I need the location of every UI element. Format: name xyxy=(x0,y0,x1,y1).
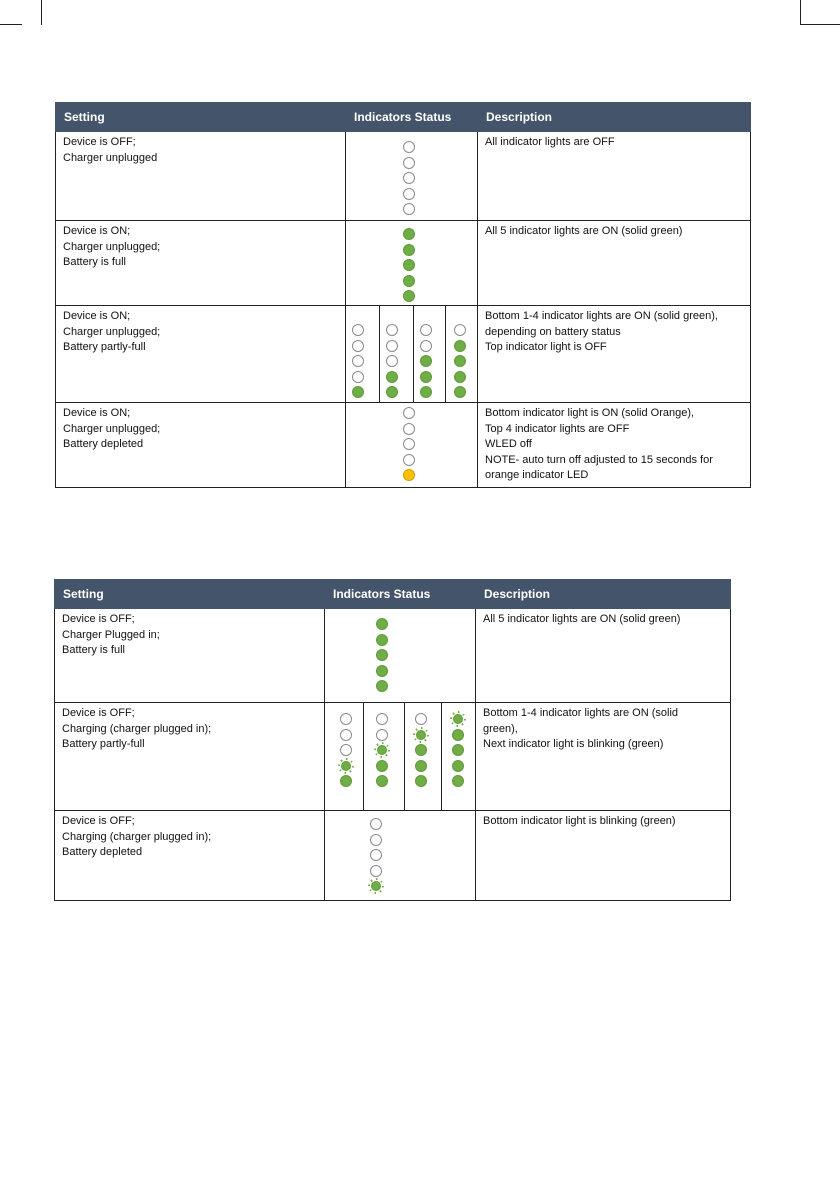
description-line: Top indicator light is OFF xyxy=(485,341,607,353)
setting-line: Charger unplugged; xyxy=(63,240,161,253)
description-line: WLED off xyxy=(485,438,532,450)
indicator-led-off-icon xyxy=(352,340,364,352)
setting-cell xyxy=(56,403,346,488)
indicator-led-on-icon xyxy=(454,386,466,398)
header-setting: Setting xyxy=(55,580,325,609)
indicator-led-on-icon xyxy=(386,371,398,383)
indicator-led-blink-icon xyxy=(371,881,381,891)
description-cell xyxy=(476,811,731,901)
indicator-column-divider xyxy=(445,306,446,402)
table-row xyxy=(56,306,751,403)
indicator-led-on-icon xyxy=(420,386,432,398)
indicator-led-on-icon xyxy=(376,680,388,692)
indicator-led-off-icon xyxy=(403,188,415,200)
setting-line: Battery partly-full xyxy=(63,341,146,353)
indicator-led-off-icon xyxy=(403,172,415,184)
indicator-led-off-icon xyxy=(370,865,382,877)
indicator-led-off-icon xyxy=(370,834,382,846)
indicator-led-on-icon xyxy=(376,634,388,646)
setting-line: Charger unplugged; xyxy=(63,422,161,435)
indicator-led-on-icon xyxy=(415,775,427,787)
header-description: Description xyxy=(476,580,731,609)
setting-line: Battery is full xyxy=(63,256,126,268)
indicator-led-off-icon xyxy=(403,407,415,419)
indicator-led-on-icon xyxy=(454,371,466,383)
setting-cell xyxy=(56,306,346,403)
crop-mark-top-left xyxy=(21,0,42,25)
setting-line: Charger unplugged xyxy=(63,151,158,164)
indicator-led-off-icon xyxy=(386,355,398,367)
indicator-led-blink-icon xyxy=(377,745,387,755)
indicator-led-on-icon xyxy=(376,665,388,677)
indicator-led-on-icon xyxy=(420,371,432,383)
description-line: Bottom indicator light is blinking (green) xyxy=(483,815,676,827)
table-row xyxy=(55,811,731,901)
setting-cell xyxy=(55,811,325,901)
indicator-led-on-icon xyxy=(452,729,464,741)
indicators-cell xyxy=(325,811,476,901)
crop-mark-top-right-h xyxy=(800,24,840,25)
indicator-led-off-icon xyxy=(370,818,382,830)
indicator-column-divider xyxy=(363,703,364,810)
indicator-led-on-icon xyxy=(403,228,415,240)
indicator-led-off-icon xyxy=(352,355,364,367)
description-cell xyxy=(478,403,751,488)
description-line: All indicator lights are OFF xyxy=(485,136,615,148)
indicators-cell xyxy=(346,403,478,488)
indicator-led-on-icon xyxy=(376,775,388,787)
indicator-table-device xyxy=(55,102,751,488)
indicator-led-off-icon xyxy=(403,157,415,169)
indicator-led-on-icon xyxy=(386,386,398,398)
indicator-led-on-icon xyxy=(452,775,464,787)
setting-line: Device is OFF; xyxy=(62,815,135,827)
indicator-table-charging xyxy=(54,579,731,901)
indicator-led-orange-icon xyxy=(403,469,415,481)
indicator-led-on-icon xyxy=(454,355,466,367)
setting-line: Battery depleted xyxy=(63,438,144,450)
header-indicators-status: Indicators Status xyxy=(346,103,478,132)
indicator-led-off-icon xyxy=(340,713,352,725)
setting-line: Battery partly-full xyxy=(62,738,145,750)
crop-mark-top-right xyxy=(800,0,821,25)
setting-line: Device is ON; xyxy=(63,225,131,237)
indicator-led-off-icon xyxy=(403,454,415,466)
indicator-led-on-icon xyxy=(403,244,415,256)
indicators-cell xyxy=(346,132,478,221)
table-header-row xyxy=(56,103,751,132)
description-cell xyxy=(478,221,751,306)
setting-line: Device is OFF; xyxy=(62,707,135,719)
indicator-led-off-icon xyxy=(403,423,415,435)
description-line: Bottom 1-4 indicator lights are ON (solid green), xyxy=(485,310,718,322)
indicator-led-blink-icon xyxy=(341,761,351,771)
crop-mark-top-left-h xyxy=(0,24,22,25)
indicator-led-on-icon xyxy=(420,355,432,367)
setting-cell xyxy=(56,221,346,306)
setting-cell xyxy=(55,703,325,811)
indicator-led-on-icon xyxy=(452,744,464,756)
indicator-led-on-icon xyxy=(340,775,352,787)
indicator-led-off-icon xyxy=(376,713,388,725)
indicators-cell xyxy=(346,221,478,306)
description-line: Bottom indicator light is ON (solid Orange), xyxy=(485,407,695,419)
header-description: Description xyxy=(478,103,751,132)
description-line: orange indicator LED xyxy=(485,469,589,481)
indicator-led-off-icon xyxy=(370,849,382,861)
description-line: NOTE- auto turn off adjusted to 15 seconds for xyxy=(485,453,713,466)
indicator-led-on-icon xyxy=(376,618,388,630)
indicator-led-on-icon xyxy=(403,275,415,287)
setting-line: Charging (charger plugged in); xyxy=(62,722,212,735)
indicator-led-off-icon xyxy=(340,744,352,756)
setting-line: Charger unplugged; xyxy=(63,325,161,338)
indicator-led-on-icon xyxy=(415,760,427,772)
indicator-led-blink-icon xyxy=(453,714,463,724)
table-row xyxy=(55,609,731,703)
indicator-led-off-icon xyxy=(403,141,415,153)
description-cell xyxy=(476,609,731,703)
indicator-led-off-icon xyxy=(376,729,388,741)
description-line: Top 4 indicator lights are OFF xyxy=(485,422,630,435)
description-cell xyxy=(478,306,751,403)
indicator-led-blink-icon xyxy=(416,730,426,740)
indicator-led-off-icon xyxy=(420,324,432,336)
setting-line: Device is OFF; xyxy=(62,613,135,625)
setting-line: Device is OFF; xyxy=(63,136,136,148)
setting-line: Charger Plugged in; xyxy=(62,628,160,641)
indicator-led-off-icon xyxy=(352,324,364,336)
indicator-led-off-icon xyxy=(454,324,466,336)
indicator-column-divider xyxy=(441,703,442,810)
indicator-led-on-icon xyxy=(415,744,427,756)
description-line: All 5 indicator lights are ON (solid green) xyxy=(483,613,681,625)
indicator-led-on-icon xyxy=(452,760,464,772)
indicator-led-on-icon xyxy=(376,760,388,772)
table-row xyxy=(56,132,751,221)
indicators-cell xyxy=(346,306,478,403)
indicator-led-off-icon xyxy=(415,713,427,725)
indicator-led-off-icon xyxy=(386,340,398,352)
indicators-cell xyxy=(325,609,476,703)
indicator-led-off-icon xyxy=(386,324,398,336)
description-cell xyxy=(478,132,751,221)
indicator-led-off-icon xyxy=(420,340,432,352)
description-line: depending on battery status xyxy=(485,325,621,338)
indicator-led-off-icon xyxy=(340,729,352,741)
indicator-led-on-icon xyxy=(352,386,364,398)
description-cell xyxy=(476,703,731,811)
indicator-led-on-icon xyxy=(376,649,388,661)
indicator-column-divider xyxy=(413,306,414,402)
indicator-led-off-icon xyxy=(403,203,415,215)
setting-line: Device is ON; xyxy=(63,407,131,419)
indicators-cell xyxy=(325,703,476,811)
setting-line: Charging (charger plugged in); xyxy=(62,830,212,843)
setting-line: Battery is full xyxy=(62,644,125,656)
indicator-column-divider xyxy=(404,703,405,810)
table-row xyxy=(55,703,731,811)
indicator-column-divider xyxy=(379,306,380,402)
table-row xyxy=(56,221,751,306)
description-line: All 5 indicator lights are ON (solid green) xyxy=(485,225,683,237)
setting-line: Battery depleted xyxy=(62,846,143,858)
header-indicators-status: Indicators Status xyxy=(325,580,476,609)
setting-line: Device is ON; xyxy=(63,310,131,322)
description-line: Next indicator light is blinking (green) xyxy=(483,738,664,750)
setting-cell xyxy=(55,609,325,703)
table-row xyxy=(56,403,751,488)
description-line: Bottom 1-4 indicator lights are ON (solid xyxy=(483,707,679,719)
indicator-led-on-icon xyxy=(403,259,415,271)
header-setting: Setting xyxy=(56,103,346,132)
indicator-led-off-icon xyxy=(352,371,364,383)
description-line: green), xyxy=(483,722,518,735)
indicator-led-on-icon xyxy=(454,340,466,352)
indicator-led-off-icon xyxy=(403,438,415,450)
table-header-row xyxy=(55,580,731,609)
indicator-led-on-icon xyxy=(403,290,415,302)
setting-cell xyxy=(56,132,346,221)
